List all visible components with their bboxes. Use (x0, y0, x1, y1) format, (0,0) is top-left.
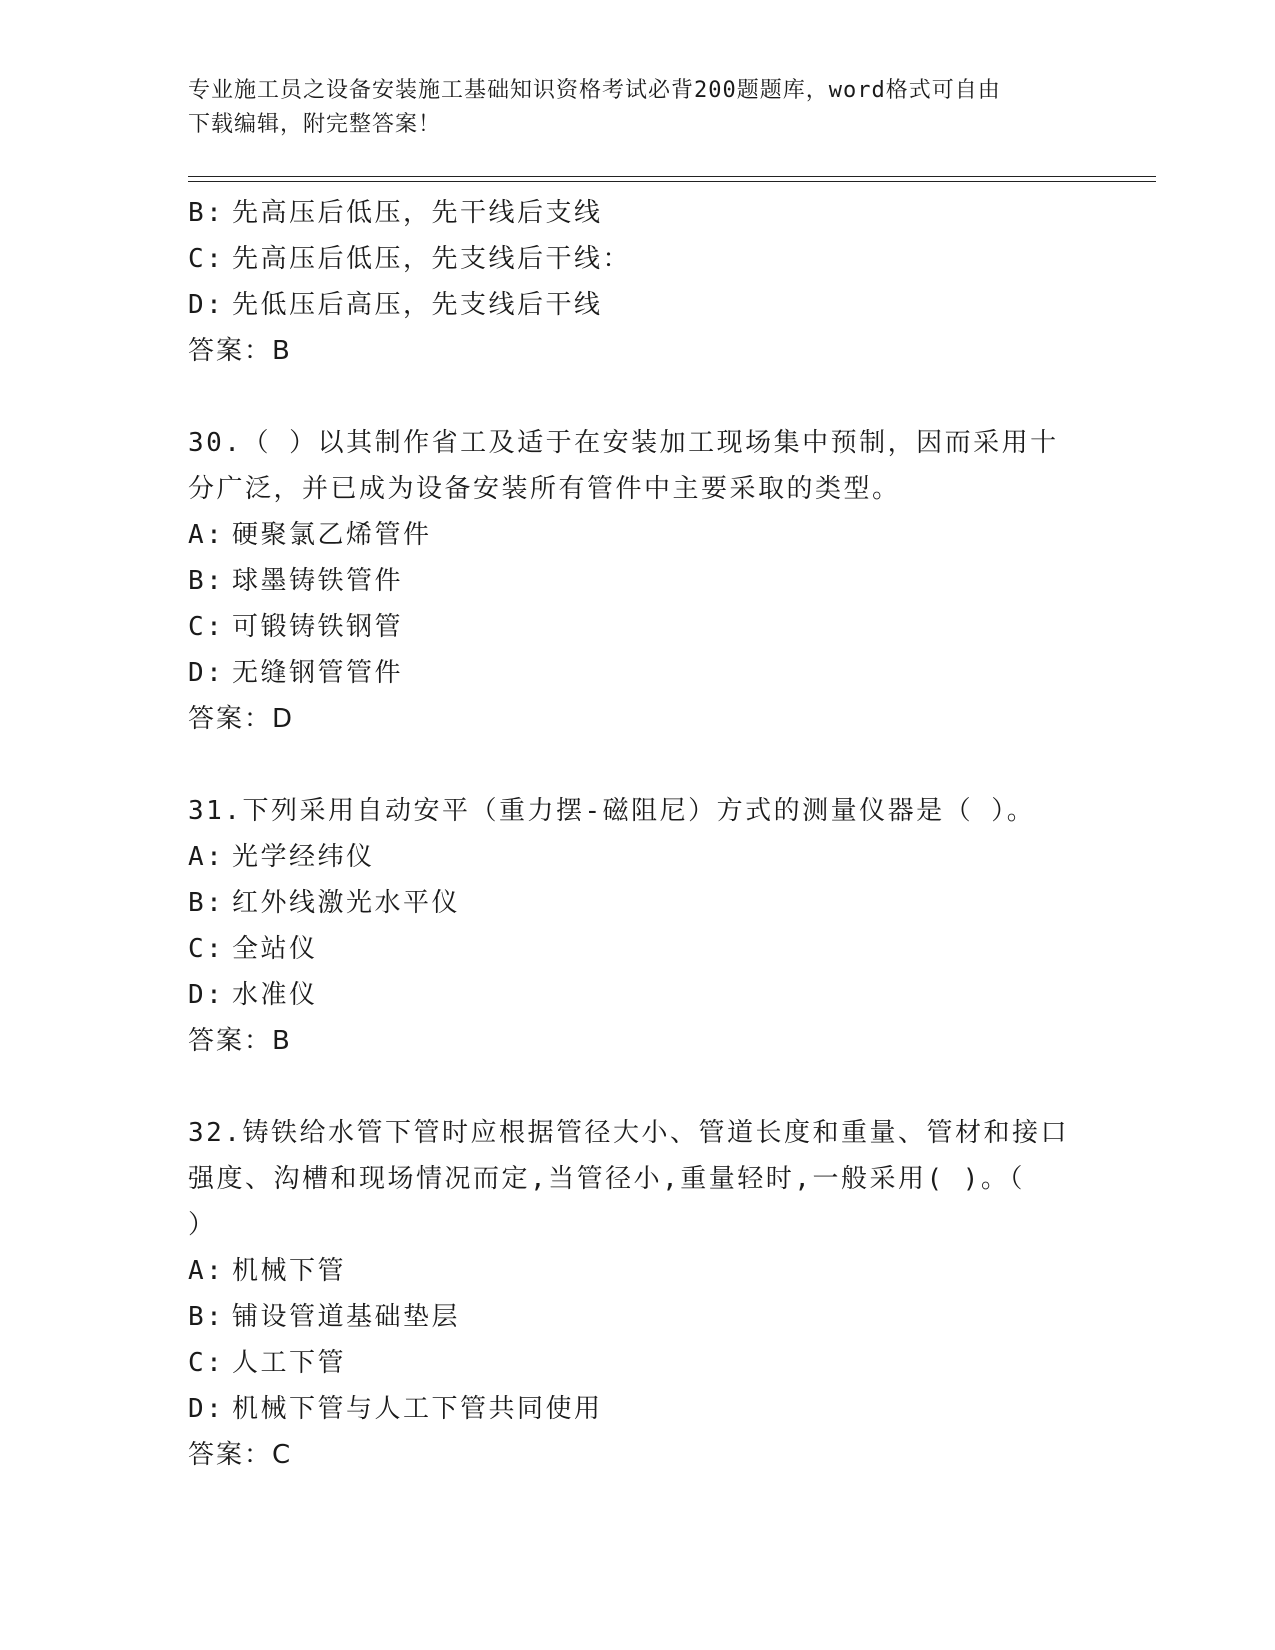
option-b (188, 880, 1088, 926)
question-text-line: 31.下列采用自动安平（重力摆-磁阻尼）方式的测量仪器是（ ）。 (188, 796, 1036, 826)
option-label: B: (188, 1302, 225, 1332)
option-b (188, 190, 1088, 236)
option-c (188, 926, 1088, 972)
option-b (188, 558, 1088, 604)
option-text: 水准仪 (232, 980, 318, 1010)
option-text: 全站仪 (232, 934, 318, 964)
option-text: 铺设管道基础垫层 (232, 1302, 461, 1332)
spacer (188, 374, 1088, 420)
option-text: 光学经纬仪 (232, 842, 375, 872)
question-text-line: 30.（ ）以其制作省工及适于在安装加工现场集中预制，因而采用十 (188, 428, 1059, 458)
option-text: 先高压后低压，先支线后干线： (232, 244, 632, 274)
option-text: 无缝钢管管件 (232, 658, 404, 688)
header-rule-bottom (188, 181, 1156, 182)
spacer (188, 742, 1088, 788)
option-b (188, 1294, 1088, 1340)
answer-line: 答案：B (188, 1026, 292, 1056)
spacer (188, 1064, 1088, 1110)
document-header (188, 74, 1088, 142)
option-label: C: (188, 1348, 225, 1378)
question-text (188, 1110, 1088, 1248)
option-label: C: (188, 612, 225, 642)
option-label: C: (188, 934, 225, 964)
question-text-line: 强度、沟槽和现场情况而定,当管径小,重量轻时,一般采用( )。（ (188, 1164, 1025, 1194)
answer-line: 答案：B (188, 336, 292, 366)
option-d (188, 650, 1088, 696)
option-d (188, 282, 1088, 328)
option-label: D: (188, 290, 225, 320)
option-text: 机械下管 (232, 1256, 347, 1286)
option-label: A: (188, 520, 225, 550)
option-a (188, 512, 1088, 558)
option-c (188, 236, 1088, 282)
option-label: D: (188, 1394, 225, 1424)
option-label: B: (188, 888, 225, 918)
option-text: 先低压后高压，先支线后干线 (232, 290, 603, 320)
option-label: A: (188, 842, 225, 872)
option-c (188, 1340, 1088, 1386)
question-29-continued (188, 190, 1088, 374)
option-a (188, 834, 1088, 880)
option-a (188, 1248, 1088, 1294)
option-text: 机械下管与人工下管共同使用 (232, 1394, 603, 1424)
option-label: A: (188, 1256, 225, 1286)
question-text-line: 32.铸铁给水管下管时应根据管径大小、管道长度和重量、管材和接口 (188, 1118, 1069, 1148)
question-list (188, 190, 1088, 1478)
question-31 (188, 788, 1088, 1064)
option-label: B: (188, 566, 225, 596)
question-text-line: 分广泛，并已成为设备安装所有管件中主要采取的类型。 (188, 474, 901, 504)
option-text: 硬聚氯乙烯管件 (232, 520, 432, 550)
header-rule-top (188, 176, 1156, 177)
option-text: 人工下管 (232, 1348, 347, 1378)
header-line-2: 下载编辑，附完整答案！ (188, 112, 442, 137)
answer-line: 答案：C (188, 1440, 293, 1470)
header-line-1: 专业施工员之设备安装施工基础知识资格考试必背200题题库，word格式可自由 (188, 78, 1001, 103)
question-text (188, 420, 1088, 512)
option-label: B: (188, 198, 225, 228)
option-d (188, 1386, 1088, 1432)
option-d (188, 972, 1088, 1018)
option-c (188, 604, 1088, 650)
option-label: D: (188, 658, 225, 688)
answer-line: 答案：D (188, 704, 295, 734)
option-label: C: (188, 244, 225, 274)
option-text: 球墨铸铁管件 (232, 566, 404, 596)
question-32 (188, 1110, 1088, 1478)
option-label: D: (188, 980, 225, 1010)
question-text-line: ） (188, 1210, 217, 1240)
option-text: 红外线激光水平仪 (232, 888, 461, 918)
option-text: 先高压后低压，先干线后支线 (232, 198, 603, 228)
question-text (188, 788, 1088, 834)
question-30 (188, 420, 1088, 742)
option-text: 可锻铸铁钢管 (232, 612, 404, 642)
